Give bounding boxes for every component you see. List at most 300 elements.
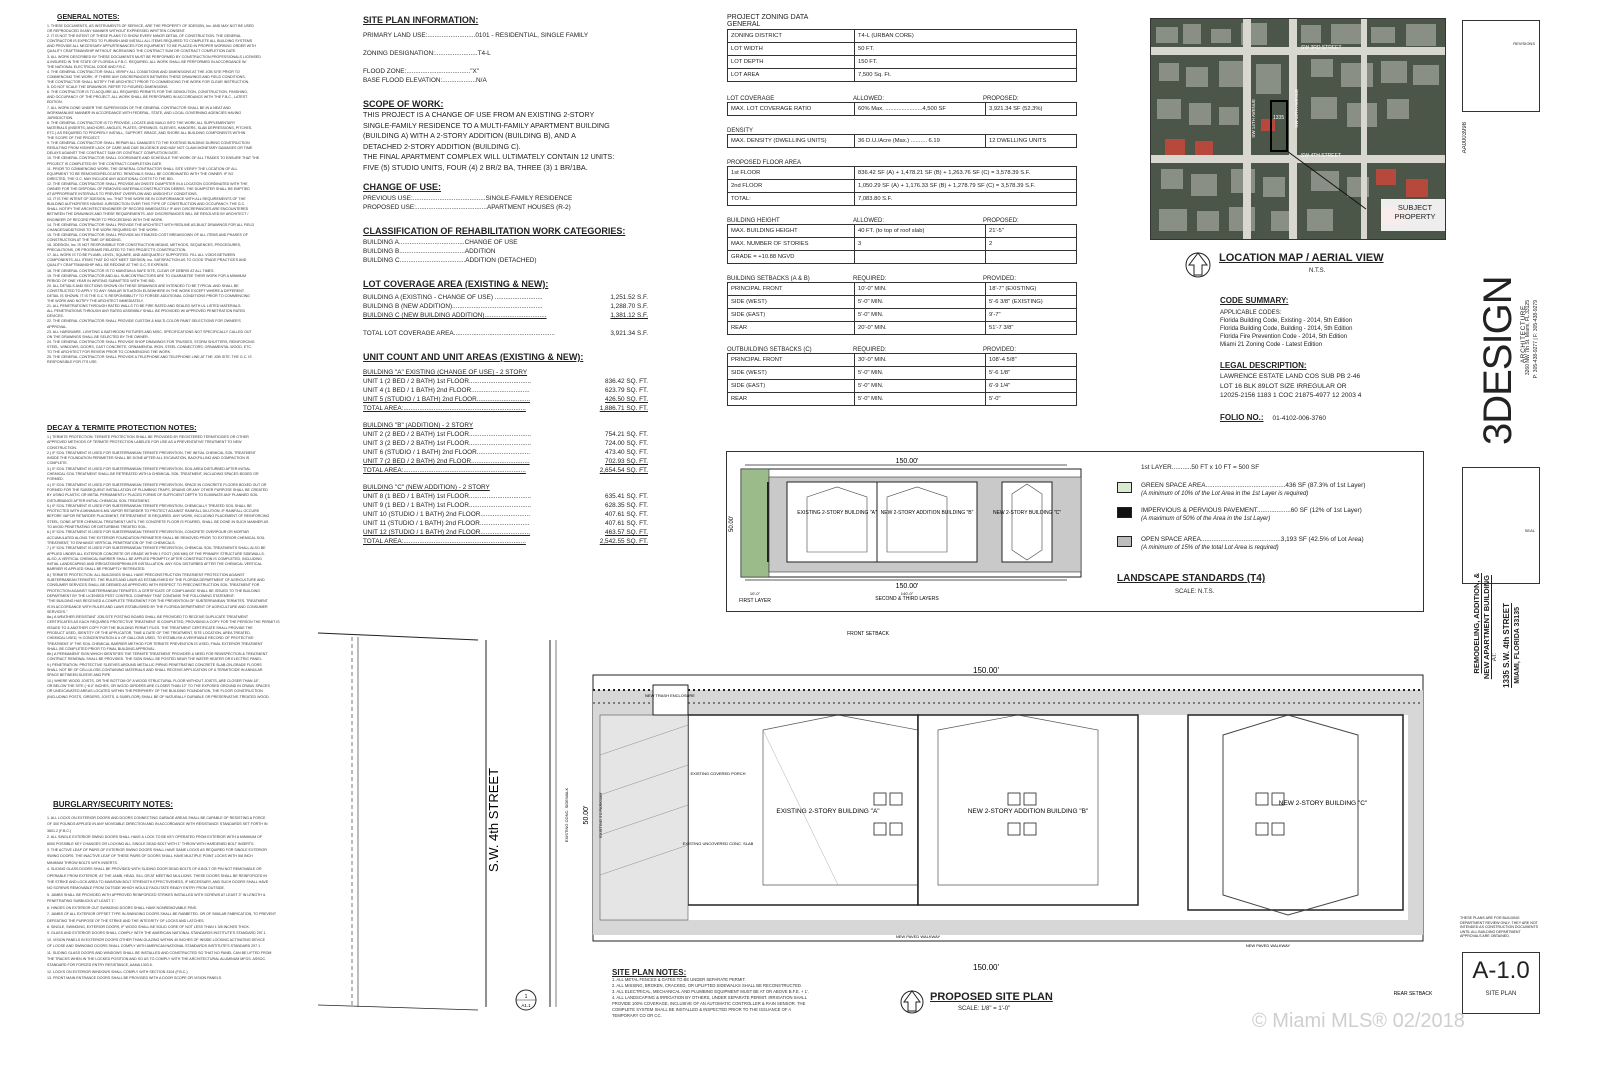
unit-total: TOTAL AREA:..................................................................... 2,654.54 SQ. FT. — [363, 467, 648, 474]
project-line2: NEW APARTMENT BUILDING — [1482, 575, 1491, 680]
note-line: 14. THE GENERAL CONTRACTOR SHALL PROVIDE THE ARCHITECT WITH REDLINE AS-BUILT DRAWINGS FOR ALL FIELD — [47, 222, 255, 227]
note-line: FORMED FOR THE SUBSEQUENT INSTALLATION OF PLUMBING TRAPS, DRAINS OR ANY OTHER PURPOSE SHALL BE CREATED — [47, 487, 268, 492]
landscape-standards — [726, 451, 1424, 612]
note-line: 17. ALL WORK IS TO BE PLUMB, LEVEL, SQUARE, AND ADEQUATELY SUPPORTED. FILL ALL VOIDS BETWEEN — [47, 253, 236, 258]
unit-row: UNIT 3 (2 BED / 2 BATH) 1st FLOOR................................... 724.00 SQ. FT. — [363, 440, 648, 447]
zoning-cell: 50 FT. — [855, 43, 1077, 56]
sheet-number: A-1.0 — [1472, 957, 1530, 984]
general-notes-section — [47, 14, 309, 365]
zoning-cell: 2nd FLOOR — [728, 180, 855, 193]
unit-group — [363, 421, 648, 475]
legal-title: LEGAL DESCRIPTION: — [1220, 361, 1307, 370]
zoning-cell: 5'-0" MIN. — [855, 309, 986, 322]
open-space-note: (A minimum of 15% of the total Lot Area is required) — [1141, 545, 1279, 551]
note-line: PROTECTED WITH A MINIMUM 6-MIL VAPOR RETARDER TO PROTECT AGAINST RAINFALL DILUTION. IF RAINFALL OCCURS — [47, 509, 260, 514]
zoning-row — [728, 251, 1077, 264]
site-plan-scale: SCALE: 1/8" = 1'-0" — [958, 1006, 1011, 1012]
zoning-row — [728, 103, 1077, 116]
note-line: MATERIALS (INSERTS, ANCHORS, ANGLES, PLATES, OPENINGS, SLEEVES, HANGERS, SLAB DEPRESSIONS, PITCHES, — [47, 125, 253, 130]
note-line: SUBTERRANEAN TERMITES. THE RULES AND LAWS AS ESTABLISHED BY THE FLORIDA DEPARTMENT OF AGRICULTURE AND — [47, 578, 265, 583]
note-line: IS IN ACCORDANCE WITH RULES AND LAWS ESTABLISHED BY THE FLORIDA DEPARTMENT OF AGRICULTURE AND CONSUMER — [47, 604, 268, 609]
proposed-site-plan-title — [898, 988, 1053, 1021]
note-line: QUALITY CRAFTSMANSHIP WITHOUT INCREASING THE CONTRACT SUM OR CONTRACT COMPLETION DATE. — [47, 49, 237, 54]
note-line: CHANGES/ADDITIONS TO THE WORK REQUIRED BY THE WORK. — [47, 227, 159, 232]
note-line: 23. ALL HARDWARE, LIGHTING & BATHROOM FIXTURES AND MISC. SPECIFICATIONS NOT SPECIFICALLY CALLED OUT — [47, 329, 252, 334]
zoning-cell: 1st FLOOR — [728, 167, 855, 180]
unit-row: UNIT 7 (2 BED / 2 BATH) 2nd FLOOR................................. 702.93 SQ. FT. — [363, 458, 648, 465]
landscape-title: LANDSCAPE STANDARDS (T4) — [1117, 573, 1266, 584]
zoning-designation: ZONING DESIGNATION:........................T4-L — [363, 50, 491, 57]
note-line: OF 300 POUNDS APPLIED IN ANY MOVEABLE DIRECTION AND IN ACCORDANCE WITH RESISTANCE STANDARDS SET FORTH IN — [47, 822, 268, 827]
note-line: DEPARTMENT BY THE LICENSED PEST CONTROL COMPANY THAT CONTAINS THE FOLLOWING STATEMENT: — [47, 593, 235, 598]
logo-subtitle: ARCHITECTURE — [1520, 305, 1527, 364]
subject-property-label: SUBJECT PROPERTY — [1394, 203, 1436, 221]
note-line: OF LOOSE AND SWINGING DOORS SHALL COMPLY WITH AMERICAN NATIONAL STANDARDS INSTITUTE'S STANDARD 297.1 — [47, 944, 261, 949]
note-line: ISSUED TO & ANOTHER COPY FOR THE BUILDING PERMIT FILES. THE TREATMENT CERTIFICATE SHALL PROVIDE THE — [47, 625, 253, 630]
zoning-cell: 3,921.34 SF (52.3%) — [986, 103, 1077, 116]
folio: FOLIO NO.: 01-4102-006-3760 — [1220, 412, 1326, 422]
note-line: THE SCOPE OF THE PROJECT. — [47, 136, 101, 141]
note-line: 4. ALL LANDSCAPING & IRRIGATION BY OTHERS, UNDER SEPARATE PERMIT. IRRIGATION SHALL — [612, 995, 807, 1000]
zoning-cell: MAX. BUILDING HEIGHT — [728, 225, 855, 238]
seal-box — [1462, 467, 1540, 584]
note-line: 3. ALL ELECTRICAL, MECHANICAL AND PLUMBING EQUIPMENT MUST BE AT OR ABOVE B.F.E. + 1'. — [612, 989, 809, 994]
lot-coverage-row: BUILDING B (NEW ADDITION)................................................... 1,288.70 S.F. — [363, 303, 648, 310]
mls-watermark: © Miami MLS® 02/2018 — [1252, 1010, 1465, 1032]
zoning-row — [728, 69, 1077, 82]
firm-address: 3260 NW 7th St. Miami, FL 33125 — [1525, 300, 1531, 376]
note-line: ETC.) AS REQUIRED TO PROPERLY INSTALL, SUPPORT, BRACE, AND SHORE ALL BUILDING COMPONENTS WITHIN — [47, 130, 246, 135]
green-space-label: GREEN SPACE AREA.............................................436 SF (87.3% of 1st Layer) — [1141, 482, 1366, 489]
note-line: CERTIFICATES AS EACH REQUIRED PROTECTIVE TREATMENT IS COMPLETED, PROVIDING A COPY FOR THE PERSON THE PERMIT IS — [47, 620, 280, 625]
note-line: APPROVED METHODS OF TERMITE PROTECTION LABELED FOR USE AS A PREVENTATIVE TREATMENT TO NEW — [47, 440, 242, 445]
zoning-cell: 5'-6 1/8" — [986, 367, 1077, 380]
note-line: 20. ALL DETAILS AND SECTIONS SHOWN ON THESE DRAWINGS ARE INTENDED TO BE TYPICAL AND SHALL BE — [47, 283, 239, 288]
north-arrow-icon — [1183, 250, 1213, 280]
unit-row: UNIT 4 (1 BED / 1 BATH) 2nd FLOOR................................. 623.79 SQ. FT. — [363, 387, 648, 394]
note-line: CONSTRUCTED TO APPLY TO ANY SIMILAR SITUATION ELSEWHERE IN THE WORK EXCEPT WHERE A DIFFERENT — [47, 288, 245, 293]
site-plan-info — [363, 15, 653, 554]
burglary-notes-body — [47, 815, 309, 982]
landscape-first-layer: FIRST LAYER — [739, 598, 771, 604]
architect-license: AA0003998 — [1462, 122, 1468, 154]
section-marker-sheet: A1.1 — [521, 1003, 531, 1008]
unit-group — [363, 368, 648, 413]
note-line: 19. THE GENERAL CONTRACTOR AND ALL SUBCONTRACTORS ARE TO GUARANTEE THEIR WORK FOR A MINIMUM — [47, 273, 247, 278]
zoning-cell: 1,050.29 SF (A) + 1,176.33 SF (B) + 1,278.79 SF (C) = 3,578.39 S.F. — [855, 180, 1077, 193]
note-line: RESULTING FROM HIS/HER LACK OF CARE AND DUE DILIGENCE AND MAY NOT CLAIM MONETARY DAMAGES OR TIME — [47, 146, 253, 151]
logo-text: 3DESIGN — [1476, 276, 1520, 445]
map-label-street: SW 4TH STREET — [1301, 153, 1342, 159]
note-line: 9.) PENETRATION. PROTECTIVE SLEEVES AROUND METALLIC PIPING PENETRATING CONCRETE SLAB-ON-GRADE FLOORS — [47, 662, 262, 667]
note-line: CONTRACT RENEWAL SHALL BE PROVIDED. THE SIGN SHALL BE POSTED NEAR THE WATER HEATER OR ELECTRIC PANEL. — [47, 657, 263, 662]
north-arrow-icon — [898, 988, 926, 1016]
zoning-cell: REAR — [728, 393, 855, 406]
map-label-street: SW 14TH AVENUE — [1251, 99, 1256, 138]
zoning-cell: LOT WIDTH — [728, 43, 855, 56]
map-label-street: SW 3RD STREET — [1301, 45, 1342, 51]
scope-line: FIVE (5) STUDIO UNITS, FOUR (4) 2 BR/2 BA, THREE (3) 1 BR/1BA. — [363, 162, 588, 172]
note-line: PENETRATING SUBBUCKS AT LEAST 1". — [47, 899, 116, 904]
note-line: ENGINEER OF RECORD PRIOR TO PROCEEDING WITH THE WORK. — [47, 217, 164, 222]
zoning-cell: 9'-7" — [986, 309, 1077, 322]
note-line: DISTURBANCE AFTER INITIAL CHEMICAL SOIL TREATMENT. — [47, 498, 151, 503]
unit-row: UNIT 10 (STUDIO / 1 BATH) 2nd FLOOR............................ 407.61 SQ. FT. — [363, 511, 648, 518]
note-line: NO SCREWS REMOVABLE FROM OUTSIDE WHICH WOULD FACILITATE READY ENTRY FROM OUTSIDE. — [47, 886, 225, 891]
location-map-title-text: LOCATION MAP / AERIAL VIEW — [1219, 252, 1384, 264]
zoning-cell: 5'-0" MIN. — [855, 296, 986, 309]
note-line: TO AVOID PENETRATING OR DISTURBING TREATED SOIL. — [47, 525, 148, 530]
building-c-label: NEW 2-STORY BUILDING "C" — [1278, 800, 1368, 807]
zoning-density-head: DENSITY — [727, 128, 754, 134]
note-line: 6. THE CONTRACTOR IS TO ACQUIRE ALL REQUIRED PERMITS FOR THE DEMOLITION, CONSTRUCTION, FINISHING, — [47, 90, 249, 95]
zoning-cell: T4-L (URBAN CORE) — [855, 30, 1077, 43]
note-line: 4.) IF SOIL TREATMENT IS USED FOR SUBTERRANEAN TERMITE PREVENTION, SPACE IN CONCRETE FLOORS BOXED OUT OR — [47, 482, 267, 487]
note-line: 8. THE GENERAL CONTRACTOR IS TO PROVIDE, LOCATE AND BUILD INTO THE WORK ALL SUPPLEMENTARY — [47, 120, 236, 125]
note-line: AT APPROPRIATE INTERVALS TO PREVENT OVERFLOW AND UNSIGHTLY CONDITIONS. — [47, 192, 198, 197]
note-line: EQUIPMENT TO BE REMOVED/RELOCATED. REMOVALS SHALL BE COORDINATED WITH THE OWNER. IF SO — [47, 171, 234, 176]
change-of-use-title: CHANGE OF USE: — [363, 182, 442, 192]
note-line: THE NATIONAL ELECTRICAL CODE AND F.B.C. — [47, 64, 127, 69]
zoning-cell — [986, 251, 1077, 264]
note-line: OWNER FOR THE DISPOSAL OF REMOVED MATERIAL/CONSTRUCTION DEBRIS. THE DUMPSTER SHALL BE EMPTIED — [47, 187, 250, 191]
zoning-cell — [855, 251, 986, 264]
landscape-scale: SCALE: N.T.S. — [1175, 589, 1215, 595]
note-line: INSIDE THE FOUNDATION PERIMETER SHALL BE DONE AFTER ALL EXCAVATION, BACKFILLING AND COMPACTION IS — [47, 456, 250, 461]
note-line: STANDARD FOR FORCED ENTRY RESISTANCE, AAMA 1303.5. — [47, 963, 153, 968]
zoning-row — [728, 180, 1077, 193]
zoning-cell: 7,083.80 S.F. — [855, 193, 1077, 206]
conc-slab-label: EXISTING UNCOVERED CONC. SLAB — [682, 841, 754, 846]
scope-body — [363, 110, 653, 173]
zoning-height-head: BUILDING HEIGHT ALLOWED: PROPOSED: — [727, 218, 1019, 224]
general-notes-title: GENERAL NOTES: — [57, 14, 120, 21]
revisions-label: REVISIONS — [1513, 41, 1535, 46]
project-at: AT: — [1492, 653, 1498, 662]
zoning-height-table — [727, 224, 1077, 264]
zoning-cell: 18'-7" (EXISTING) — [986, 283, 1077, 296]
dim-150-top: 150.00' — [973, 666, 999, 675]
note-line: CONSTRUCTION. — [47, 445, 77, 450]
flood-zone: FLOOD ZONE:...................................."X" — [363, 68, 480, 75]
scope-title: SCOPE OF WORK: — [363, 99, 444, 109]
project-line1: REMODELING, ADDITION, & — [1472, 573, 1481, 674]
landscape-dim-bottom: 150.00' — [895, 583, 919, 590]
sheet-title: SITE PLAN — [1485, 991, 1517, 997]
zoning-row — [728, 56, 1077, 69]
front-setback-label: FRONT SETBACK — [847, 631, 889, 637]
landscape-dim-first: 10'-0" — [749, 591, 761, 596]
zoning-row — [728, 380, 1077, 393]
location-map-title — [1183, 250, 1384, 285]
scope-line: THIS PROJECT IS A CHANGE OF USE FROM AN EXISTING 2-STORY — [363, 110, 595, 119]
note-line: THE WORK AND NOTIFY THE ARCHITECT IMMEDIATELY. — [47, 299, 144, 304]
note-line: 12. THE GENERAL CONTRACTOR SHALL PROVIDE AN ONSITE DUMPSTER IN A LOCATION COORDINATED WITH THE — [47, 181, 248, 186]
landscape-bldg-c-label: NEW 2-STORY BUILDING "C" — [992, 510, 1062, 516]
note-line: COMPLETE SYSTEM SHALL BE INSTALLED & INSPECTED PRIOR TO THE ISSUANCE OF A — [612, 1007, 792, 1012]
note-line: 5. DO NOT SCALE THE DRAWINGS. REFER TO FIGURED DIMENSIONS. — [47, 85, 169, 90]
note-line: ALL PENETRATIONS THROUGH ANY RATED ASSEMBLY SHALL BE PROVIDED W/ APPROVED PENETRATION RATED — [47, 309, 246, 314]
zoning-row — [728, 43, 1077, 56]
unit-row: UNIT 2 (2 BED / 2 BATH) 1st FLOOR................................... 754.21 SQ. FT. — [363, 431, 648, 438]
zoning-cell: PRINCIPAL FRONT — [728, 354, 855, 367]
note-line: & INSURED IN THE STATE OF FLORIDA & F.B.C. REQUIRED. ALL WORK SHALL BE PERFORMED IN ACCORDANCE W/ — [47, 59, 247, 64]
note-line: THE TRACKS WHEN IN THE LOCKED POSITION AND SO AS TO COMPLY WITH THE ARCHITECTURAL ALUMINUM MFGS. ASSOC. — [47, 956, 267, 961]
note-line: COMMENCING THE WORK. IF THERE ANY DISCREPANCIES BETWEEN THESE DRAWINGS AND FIELD CONDITIONS, — [47, 74, 246, 79]
zoning-outbuilding-setbacks-table — [727, 353, 1077, 406]
note-line: 7. JAMBS OF ALL EXTERIOR OFFSET TYPE IN-SWINGING DOORS SHALL BE RABBETED, OR OF SIMILAR FABRICATION, TO PREVENT — [47, 912, 277, 917]
classification-title: CLASSIFICATION OF REHABILITATION WORK CATEGORIES: — [363, 226, 626, 236]
note-line: AND PROVIDE ALL NECESSARY APPURTENANCES FOR EQUIPMENT TO BE PLACED IN PROPER WORKING ORDER WITH — [47, 44, 256, 49]
building-a-label: EXISTING 2-STORY BUILDING "A" — [776, 808, 880, 815]
burglary-notes-section — [47, 800, 309, 982]
impervious-label: IMPERVIOUS & PERVIOUS PAVEMENT...................60 SF (12% of 1st Layer) — [1141, 507, 1362, 514]
note-line: 8b.) A PERMANENT SIGN WHICH IDENTIFIES THE TERMITE TREATMENT PROVIDER & NEED FOR REINSPECTION & TREATMENT — [47, 652, 268, 657]
zoning-cell: ZONING DISTRICT — [728, 30, 855, 43]
landscape-dim-second: 140'-0" — [900, 591, 914, 596]
zoning-cell: 21'-5" — [986, 225, 1077, 238]
note-line: 1.) TERMITE PROTECTION: TERMITE PROTECTION SHALL BE PROVIDED BY REGISTERED TERMITICIDES OR OTHER — [47, 435, 249, 439]
landscape-first-layer-area: 1st LAYER...........50 FT x 10 FT = 500 SF — [1141, 464, 1260, 471]
site-plan-notes-title: SITE PLAN NOTES: — [612, 968, 687, 977]
note-line: 15. THE GENERAL CONTRACTOR SHALL PROVIDE AN ITEMIZED COST BREAKDOWN OF ALL ITEMS AND PHASES OF — [47, 232, 248, 237]
map-label-street: SW 13TH AVENUE — [1294, 89, 1299, 128]
legal-line: LAWRENCE ESTATE LAND COS SUB PB 2-46 — [1220, 373, 1361, 380]
note-line: CHEMICAL SOIL TREATMENT SHALL BE RETREATED WITH A CHEMICAL SOIL TREATMENT, INCLUDING SPACES BOXED OR — [47, 472, 259, 477]
legal-line: LOT 16 BLK 89LOT SIZE IRREGULAR OR — [1220, 382, 1347, 390]
unit-total: TOTAL AREA:..................................................................... 2,542.55 SQ. FT. — [363, 538, 648, 545]
note-line: COMPONENTS. ALL ITEMS THAT DO NOT MEET 3DESIGN, Inc. SATISFACTION AS TO GOOD TRADE PRACTICES AND — [47, 258, 247, 263]
zoning-floor-area-table — [727, 166, 1077, 206]
note-line: DEFEATING THE PURPOSE OF THE STRIKE AND THE INTEGRITY OF LOCKS AND LATCHES. — [47, 918, 205, 923]
unit-row: UNIT 8 (1 BED / 1 BATH) 1st FLOOR................................... 635.41 SQ. FT. — [363, 493, 648, 500]
zoning-row — [728, 193, 1077, 206]
lot-coverage-row: BUILDING C (NEW BUILDING ADDITION)................................... 1,381.12 S.F. — [363, 312, 648, 319]
note-line: 3.) IF SOIL TREATMENT IS USED FOR SUBTERRANEAN TERMITE PREVENTION, SOIL AREA DISTURBED AFTER INITIAL — [47, 466, 251, 471]
note-line: THE CONTRACTOR SHALL NOTIFY THE ARCHITECT PRIOR TO COMMENCING THE WORK FOR CLEAR INSTRUCTION. — [47, 80, 250, 85]
note-line: 6.) IF SOIL TREATMENT IS USED FOR SUBTERRANEAN TERMITE PREVENTION, CONCRETE OVERPOUR OR MORTAR — [47, 530, 249, 535]
note-line: BEFORE VAPOR RETARDER PLACEMENT, RETREATMENT IS REQUIRED. ANY WORK, INCLUDING PLACEMENT OF REINFORCING — [47, 514, 270, 519]
note-line: 7. ALL WORK DONE UNDER THE SUPERVISION OF THE GENERAL CONTRACTOR SHALL BE IN A NEAT AND — [47, 105, 231, 110]
open-space-label: OPEN SPACE AREA.............................................3,193 SF (42.5% of Lot Area) — [1141, 536, 1364, 543]
note-line: BY USING PLASTIC OR METAL PERMANENTLY PLACED FORMS OF SUFFICIENT DEPTH TO ELIMINATE ANY PLANNED SOIL — [47, 493, 259, 498]
zoning-cell: GRADE = +10.88 NGVD — [728, 251, 855, 264]
classification-b: BUILDING B.....................................ADDITION — [363, 248, 496, 255]
base-flood-elevation: BASE FLOOD ELEVATION:...................N/A — [363, 77, 487, 84]
zoning-row — [728, 354, 1077, 367]
note-line: CHEMICAL USED, % CONCENTRATION & # OF GALLONS USED, TO ESTABLISH A VERIFIABLE RECORD OF PROTECTIVE — [47, 636, 254, 641]
sheet-box — [1462, 952, 1540, 1014]
note-line: PROVIDE 100% COVERAGE, INCLUSIVE OF AN AUTOMATIC CONTROLLER & RAIN SENSOR. THE — [612, 1001, 806, 1006]
note-line: PERIOD OF ONE YEAR IN WRITING SUBMITTED WITH THE BID. — [47, 278, 156, 283]
note-line: PROTECTION AGAINST SUBTERRANEAN TERMITES. A CERTIFICATE OF COMPLIANCE SHALL BE ISSUED TO THE BUILDING — [47, 588, 261, 593]
note-line: 13. IT IS THE INTENT OF 3DESIGN, Inc. THAT THIS WORK BE IN CONFORMANCE WITH ALL REQUIREMENTS OF THE — [47, 197, 246, 202]
site-plan-info-title: SITE PLAN INFORMATION: — [363, 15, 479, 25]
landscape-bldg-b-label: NEW 2-STORY ADDITION BUILDING "B" — [880, 510, 974, 516]
proposed-use: PROPOSED USE:........................................APARTMENT HOUSES (R-2) — [363, 204, 571, 211]
legal-line: 12025-2156 1183 1 COC 21875-4977 12 2003 4 — [1220, 392, 1362, 399]
zoning-cell: 20'-0" MIN. — [855, 322, 986, 335]
note-line: 9. GLASS AND EXTERIOR DOORS SHALL COMPLY WITH THE AMERICAN NATIONAL STANDARDS INSTITUTE'S STANDARD 297.1 — [47, 931, 266, 936]
walkway-label: NEW PAVED WALKWAY — [895, 934, 941, 939]
zoning-cell: 3 — [855, 238, 986, 251]
rear-setback-label: REAR SETBACK — [1393, 991, 1433, 997]
note-line: BARRIER IS APPLIED SHALL BE PROMPTLY RETREATED. — [47, 567, 146, 572]
note-line: APPROVAL. — [47, 324, 68, 329]
zoning-cell: 30'-0" MIN. — [855, 354, 986, 367]
note-line: 4. THE GENERAL CONTRACTOR SHALL VERIFY ALL CONDITIONS AND DIMENSIONS AT THE JOB SITE PRIOR TO — [47, 69, 240, 74]
zoning-row — [728, 225, 1077, 238]
zoning-general-label: GENERAL — [727, 21, 761, 28]
note-line: JURISDICTION. — [47, 115, 74, 120]
note-line: 5.) IF SOIL TREATMENT IS USED FOR SUBTERRANEAN TERMITE PREVENTION, CHEMICALLY TREATED SOIL SHALL BE — [47, 503, 252, 508]
parkway-label: EXISTING 5'0 PARKWAY — [598, 792, 603, 838]
landscape-bldg-a-label: EXISTING 2-STORY BUILDING "A" — [797, 510, 877, 516]
zoning-row — [728, 309, 1077, 322]
zoning-floor-area-head: PROPOSED FLOOR AREA — [727, 160, 802, 166]
zoning-general-table — [727, 29, 1077, 82]
dim-50: 50.00' — [583, 805, 590, 825]
note-line: 10.) WHERE WOOD JOISTS, OR THE BOTTOM OF A WOOD STRUCTURAL FLOOR WITHOUT JOISTS, ARE CLOSER THAN 18", — [47, 678, 260, 683]
note-line: SWING DOORS. THE INACTIVE LEAF OF THESE PAIRS OF DOORS SHALL HAVE MULTIPLE POINT LOCKS WITH 5/8 INCH — [47, 854, 253, 859]
note-line: 11. PRIOR TO COMMENCING WORK, THE GENERAL CONTRACTOR SHALL SITE VERIFY THE LOCATION OF ALL — [47, 166, 238, 171]
unit-row: UNIT 11 (STUDIO / 1 BATH) 2nd FLOOR............................ 407.61 SQ. FT. — [363, 520, 648, 527]
note-line: CONTRACTOR IS EXPECTED TO FURNISH AND INSTALL ALL ITEMS REQUIRED TO COMPLETE ALL BUILDING SYSTEMS — [47, 39, 253, 44]
unit-row: UNIT 9 (1 BED / 1 BATH) 1st FLOOR................................... 628.35 SQ. FT. — [363, 502, 648, 509]
note-line: DEVICES. — [47, 314, 64, 319]
decay-notes-section — [47, 423, 309, 700]
scope-line: SINGLE-FAMILY RESIDENCE TO A MULTI-FAMILY APARTMENT BUILDING — [363, 120, 610, 130]
previous-use: PREVIOUS USE:.........................................SINGLE-FAMILY RESIDENCE — [363, 195, 573, 202]
zoning-lot-coverage-head: LOT COVERAGE ALLOWED: PROPOSED: — [727, 96, 1019, 102]
note-line: 12. LOCKS ON EXTERIOR WINDOWS SHALL COMPLY WITH SECTION 3104 (F.B.C.) — [47, 969, 188, 974]
note-line: TREATMENT, TO ENHANCE VERTICAL PENETRATION OF THE CHEMICALS. — [47, 540, 176, 545]
seal-label: SEAL — [1524, 528, 1535, 533]
trash-enclosure-label: NEW TRASH ENCLOSURE — [645, 693, 695, 698]
note-line: DIRECTED, THE G.C. MAY INCLUDE ANY ADDITIONAL COSTS TO THE BID. — [47, 176, 174, 181]
unit-count-title: UNIT COUNT AND UNIT AREAS (EXISTING & NEW): — [363, 352, 584, 362]
zoning-title: PROJECT ZONING DATA — [727, 14, 809, 21]
note-line: 2. IT IS NOT THE INTENT OF THESE PLANS TO SHOW EVERY MINOR DETAIL OF CONSTRUCTION. THE GENERAL — [47, 34, 242, 39]
zoning-cell: 2 — [986, 238, 1077, 251]
note-line: 3. ALL WORK DESCRIBED BY THESE DOCUMENTS MUST BE PERFORMED BY CONSTRUCTION PROFESSIONALS LICENSED — [47, 54, 261, 59]
site-plan-title-text: PROPOSED SITE PLAN — [930, 991, 1053, 1003]
zoning-cell: 5'-0" — [986, 393, 1077, 406]
zoning-cell: LOT DEPTH — [728, 56, 855, 69]
street-label: S.W. 4th STREET — [486, 767, 501, 873]
zoning-setbacks-table — [727, 282, 1077, 335]
note-line: 13. FRONT MAIN ENTRANCE DOORS SHALL BE PROVIDED WITH A DOOR SCOPE OR VISION PANELS. — [47, 976, 223, 981]
zoning-cell: 5'-0" MIN. — [855, 380, 986, 393]
note-line: DELAYS AGAINST THE CONTRACT SUM OR CONTRACT COMPLETION DATE. — [47, 151, 179, 156]
zoning-cell: TOTAL: — [728, 193, 855, 206]
note-line: ALSO, A VERTICAL CHEMICAL BARRIER SHALL BE APPLIED PROMPTLY AFTER CONSTRUCTION IS COMPLETED, INCLUDING — [47, 556, 262, 561]
note-line: TREATMENT. IF THE SOIL CHEMICAL BARRIER METHOD FOR TERMITE PREVENTION IS USED, FINAL EXTERIOR TREATMENT — [47, 641, 263, 646]
note-line: "THE BUILDING HAS RECEIVED A COMPLETE TREATMENT FOR THE PREVENTION OF SUBTERRANEAN TERMITES. TREATMENT — [47, 599, 268, 604]
burglary-notes-title: BURGLARY/SECURITY NOTES: — [53, 800, 174, 809]
note-line: BETWEEN THE DRAWINGS AND THESE REQUIREMENTS. ANY DISCREPANCIES WILL BE RESOLVED BY ARCHITECT / — [47, 212, 249, 217]
note-line: 3601.2 (F.B.C.) — [47, 828, 72, 833]
site-plan-notes-body — [612, 977, 902, 1019]
sidewalk-label: EXISTING CONC. SIDEWALK — [564, 787, 569, 843]
unit-total: TOTAL AREA:..................................................................... 1,886.71 SQ. FT. — [363, 405, 648, 412]
location-map-scale: N.T.S. — [1309, 268, 1326, 274]
zoning-section — [727, 14, 1077, 406]
note-line: 5. JAMBS SHALL BE PROVIDED WITH APPROVED REINFORCED STRIKES INSTALLED WITH SCREWS AT LEAST 3" IN LENGTH & — [47, 892, 266, 897]
zoning-setbacks-head: BUILDING SETBACKS (A & B) REQUIRED: PROVIDED: — [727, 276, 1017, 282]
zoning-cell: LOT AREA — [728, 69, 855, 82]
note-line: 24. THE GENERAL CONTRACTOR SHALL PROVIDE SHOP DRAWINGS FOR TRUSSES, STORM SHUTTERS, REINFORCING — [47, 339, 255, 344]
zoning-cell: MAX. DENSITY (DWELLING UNITS) — [728, 135, 855, 148]
lot-coverage-total: TOTAL LOT COVERAGE AREA......................................................... 3,921.34 S.F. — [363, 330, 648, 337]
classification-a: BUILDING A.....................................CHANGE OF USE — [363, 239, 518, 246]
code-line: APPLICABLE CODES: — [1220, 310, 1282, 316]
zoning-density-table — [727, 134, 1077, 148]
zoning-out-setbacks-head: OUTBUILDING SETBACKS (C) REQUIRED: PROVIDED: — [727, 347, 1017, 353]
lot-coverage-row: BUILDING A (EXISTING - CHANGE OF USE) ........................... 1,251.52 S.F. — [363, 294, 648, 301]
code-summary-title: CODE SUMMARY: — [1220, 296, 1289, 305]
zoning-cell: SIDE (EAST) — [728, 309, 855, 322]
note-line: ON THE DRAWINGS SHALL BE SELECTED BY THE OWNER. — [47, 334, 149, 339]
note-line: 8.) TERMITE PROTECTION. ALL BUILDINGS SHALL HAVE PRECONSTRUCTION TREATMENT PROTECTION AGAINST — [47, 572, 245, 577]
note-line: PRODUCT USED, IDENTITY OF THE APPLICATOR, TIME & DATE OF THE TREATMENT, SITE LOCATION, AREA TREATED, — [47, 630, 251, 635]
note-line: OR REPRODUCED IN ANY MANNER WITHOUT EXPRESSED WRITTEN CONSENT. — [47, 29, 186, 34]
walkway-label: NEW PAVED WALKWAY — [1245, 943, 1291, 948]
zoning-cell: 150 FT. — [855, 56, 1077, 69]
zoning-cell: SIDE (WEST) — [728, 367, 855, 380]
decay-notes-body — [47, 435, 309, 700]
classification-c: BUILDING C.....................................ADDITION (DETACHED) — [363, 257, 537, 264]
note-line: STEEL, DONE AFTER CHEMICAL TREATMENT UNTIL THE CONCRETE FLOOR IS POURED, SHALL BE DONE IN SUCH MANNER AS — [47, 519, 269, 524]
note-line: TEMPORARY CO OR CC. — [612, 1013, 662, 1018]
landscape-dim-side: 50.00' — [729, 515, 735, 532]
zoning-cell: 10'-0" MIN. — [855, 283, 986, 296]
code-line: Florida Building Code, Building - 2014, 5th Edition — [1220, 326, 1353, 332]
note-line: OR BELOW THE SITE (~8.0" INCHES, OR WOOD GIRDERS ARE CLOSER THAN 12" TO THE EXPOSED GROUND IN CRAWL SPACES — [47, 683, 270, 688]
note-line: ACCUMULATED ALONG THE EXTERIOR FOUNDATION PERIMETER SHALL BE REMOVED PRIOR TO EXTERIOR CHEMICAL SOIL — [47, 535, 265, 540]
note-line: OPERABLE FROM EXTERIOR, AT THE JAMB, HEAD, SILL OR AT MEETING MULLIONS. THESE DOORS SHALL BE REINFORCED IN — [47, 873, 267, 878]
scope-line: (BUILDING A) WITH A 2-STORY ADDITION (BUILDING B), AND A — [363, 131, 576, 140]
note-line: 4. SLIDING GLASS DOORS SHALL BE PROVIDED WITH SLIDING DOOR DEAD BOLTS OF A BOLT OR PIN NOT REMOVABLE OR — [47, 867, 262, 872]
note-line: PRECAUTIONS, OR PROGRAMS RELATED TO THIS PROJECT'S CONSTRUCTION. — [47, 248, 187, 253]
green-space-swatch — [1117, 482, 1132, 493]
unit-row: UNIT 12 (STUDIO / 1 BATH) 2nd FLOOR............................ 463.57 SQ. FT. — [363, 529, 648, 536]
note-line: APPLIED UNDER ALL EXTERIOR CONCRETE OR GRADE WITHIN 1 FOOT (305 MM) OF THE PRIMARY STRUCTURE SIDEWALLS. — [47, 551, 265, 556]
unit-row: UNIT 1 (2 BED / 2 BATH) 1st FLOOR................................... 836.42 SQ. FT. — [363, 378, 648, 385]
note-line: RESPONSIBLE FOR IT'S USE. — [47, 360, 98, 365]
note-line: 1. ALL LOCKS ON EXTERIOR DOORS AND DOORS CONNECTING GARAGE AREAS SHALL BE CAPABLE OF RESISTING A FORCE — [47, 816, 266, 820]
zoning-row — [728, 167, 1077, 180]
primary-land-use: PRIMARY LAND USE:...........................0101 - RESIDENTIAL, SINGLE FAMILY — [363, 32, 589, 39]
dim-150-bottom: 150.00' — [973, 963, 999, 972]
note-line: MINIMUM THROW BOLTS WITH INSERTS. — [47, 860, 118, 865]
note-line: STEEL, WINDOWS, DOORS, CAST CONCRETE, ORNAMENTAL IRON, STEEL CONNECTORS, ORNAMENTAL WOOD, ETC. — [47, 344, 252, 349]
site-plan-notes — [612, 968, 902, 1019]
note-line: DETAIL IS SHOWN. IT IS THE G.C.'S RESPONSIBILITY TO FORSEE ADDITIONAL CONDITIONS PRIOR TO COMMENCING — [47, 293, 250, 298]
note-line: 9. THE GENERAL CONTRACTOR SHALL REPAIR ALL DAMAGES TO THE EXISTING BUILDING DURING CONSTRUCTION — [47, 141, 250, 146]
note-line: OR UNEXCAVATED AREAS LOCATED WITHIN THE PERIPHERY OF THE BUILDING FOUNDATION, THE FLOOR CONSTRUCTION — [47, 689, 263, 694]
note-line: 7.) IF SOIL TREATMENT IS USED FOR SUBTERRANEAN TERMITE PREVENTION, CHEMICAL SOIL TREATMENTS SHALL ALSO BE — [47, 546, 266, 551]
landscape-second-layers: SECOND & THIRD LAYERS — [875, 596, 939, 602]
note-line: QUALITY CRAFTSMANSHIP WILL BE REDONE AT THE G.C.'S EXPENSE. — [47, 263, 170, 268]
unit-count-body — [363, 368, 648, 546]
zoning-cell: 36 D.U./Acre (Max.) .......... 6.19 — [855, 135, 986, 148]
note-line: 8. SINGLE, SWINGING, EXTERIOR DOORS, IF WOOD SHALL BE SOLID CORE OF NOT LESS THAN 1 3/8 INCHES THICK. — [47, 924, 250, 929]
unit-group-title: BUILDING "C" (NEW ADDITION) - 2 STORY — [363, 484, 490, 491]
note-line: 21. ALL PENETRATIONS THROUGH RATED WALLS TO BE FIRE RATED AND SEALED WITH UL LISTED MATERIALS. — [47, 304, 242, 309]
impervious-swatch — [1117, 507, 1132, 518]
note-line: TO THE ARCHITECT FOR REVIEW PRIOR TO COMMENCING THE WORK. — [47, 350, 171, 354]
